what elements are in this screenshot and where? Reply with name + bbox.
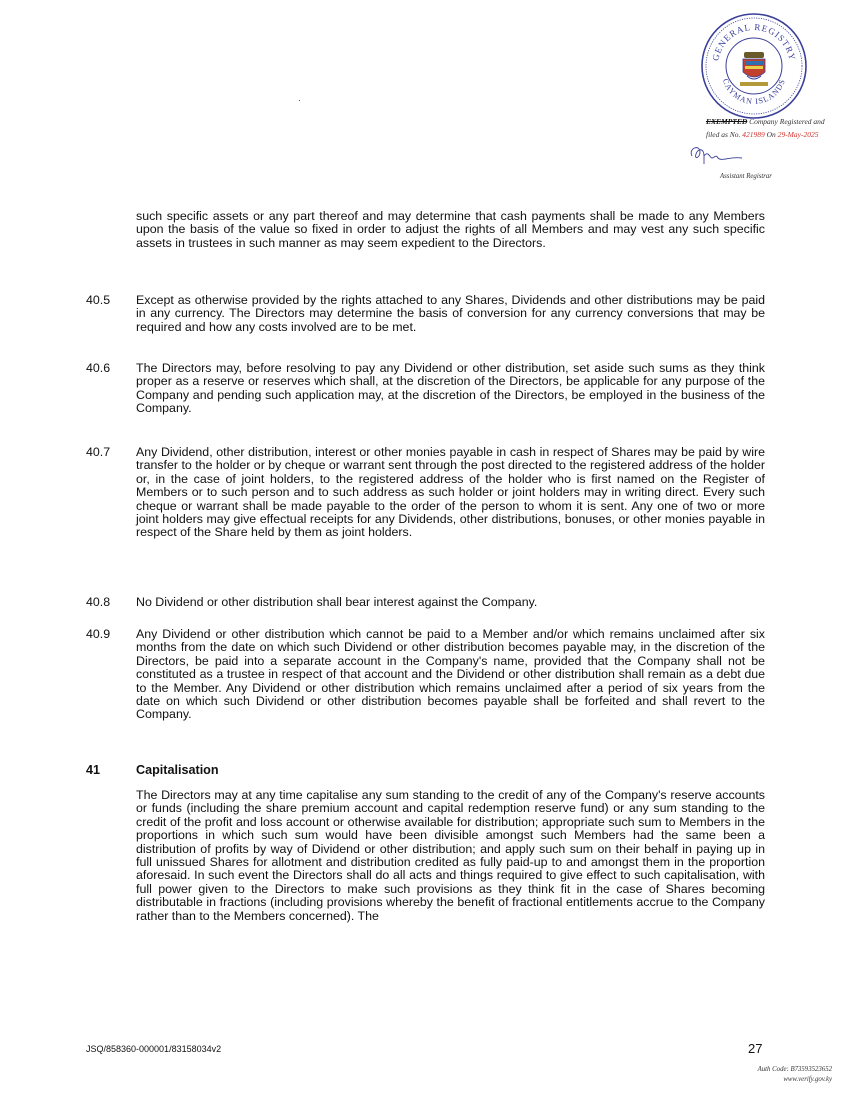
seal-top-text: GENERAL REGISTRY [710,21,798,62]
stray-dot [299,100,300,101]
clause-number: 40.9 [86,627,111,641]
continuation-paragraph: such specific assets or any part thereof and may determine that cash payments shall be made to any Members upon the basis of the value so fixed in order to adjust the rights of all Members and may vest any such specific assets in trustees in such manner as may seem expedient to the Directors. [136,209,765,250]
clause-40-8 [86,596,765,609]
verify-website: www.verify.gov.ky [783,1076,832,1083]
page-number: 27 [748,1041,763,1056]
section-title: Capitalisation [136,763,219,777]
clause-text: No Dividend or other distribution shall bear interest against the Company. [136,595,538,609]
coat-of-arms-icon [740,52,768,86]
clause-40-5 [86,294,765,334]
clause-text: Any Dividend, other distribution, interest or other monies payable in cash in respect of Shares may be paid by wire transfer to the holder or by cheque or warrant sent through the post directed to the registered address of the holder or, in the case of joint holders, to the registered address of the holder who is first named on the Register of Members or to such person and to such address as such holder or joint holders may in writing direct. Every such cheque or warrant shall be made payable to the order of the person to whom it is sent. Any one of two or more joint holders may give effectual receipts for any Dividends, other distributions, bonuses, or other monies payable in respect of the Share held by them as joint holders. [136,445,765,540]
clause-text: Except as otherwise provided by the rights attached to any Shares, Dividends and other distributions may be paid in any currency. The Directors may determine the basis of conversion for any currency conversions that may be required and how any costs involved are to be met. [136,293,765,334]
clause-40-7 [86,446,765,540]
stamp-registered-text: Company Registered and [749,117,825,126]
clause-number: 40.7 [86,445,111,459]
section-number: 41 [86,763,101,777]
assistant-registrar-label: Assistant Registrar [720,173,772,180]
clause-text: Any Dividend or other distribution which cannot be paid to a Member and/or which remains unclaimed after six months from the date on which such Dividend or other distribution becomes payable may, in the discretion of the Directors, be paid into a separate account in the Company's name, provided that the Company shall not be constituted as a trustee in respect of that account and the Dividend or other distribution shall remain as a debt due to the Member. Any Dividend or other distribution which remains unclaimed after a period of six years from the date on which such Dividend or other distribution becomes payable shall be forfeited and shall revert to the Company. [136,627,765,722]
auth-code-block [758,1065,832,1085]
stamp-filed-line [706,130,846,139]
general-registry-seal [700,12,808,120]
stamp-filed-prefix: filed as No. [706,130,741,139]
stamp-exempted: EXEMPTED [706,117,748,126]
stamp-on-label: On [766,130,776,139]
clause-text: The Directors may, before resolving to pay any Dividend or other distribution, set aside such sums as they think proper as a reserve or reserves which shall, at the discretion of the Directors, be applicable for any purpose of the Company and pending such application may, at the discretion of the Directors, be employed in the business of the Company. [136,361,765,416]
clause-number: 40.8 [86,595,111,609]
document-reference: JSQ/858360-000001/83158034v2 [86,1044,222,1054]
stamp-filed-date: 29-May-2025 [777,130,819,139]
clause-40-6 [86,362,765,416]
clause-40-9 [86,628,765,722]
registrar-signature [686,142,744,168]
stamp-exempted-line [706,117,846,126]
clause-number: 40.5 [86,293,111,307]
seal-bottom-text: CAYMAN ISLANDS [720,77,788,107]
section-paragraph: The Directors may at any time capitalise any sum standing to the credit of any of the Company's reserve accounts or funds (including the share premium account and capital redemption reserve fund) or any sum standing to the credit of the profit and loss account or otherwise available for distribution; appropriate such sum to Members in the proportions in which such sum would have been divisible amongst such Members had the same been a distribution of profits by way of Dividend or other distribution; and apply such sum on their behalf in paying up in full unissued Shares for allotment and distribution credited as fully paid-up to and amongst them in the proportion aforesaid. In such event the Directors shall do all acts and things required to give effect to such capitalisation, with full power given to the Directors to make such provisions as they think fit in the case of Shares becoming distributable in fractions (including provisions whereby the benefit of fractional entitlements accrue to the Company rather than to the Members concerned). The [136,788,765,923]
clause-number: 40.6 [86,361,111,375]
stamp-filed-number: 421989 [742,130,765,139]
auth-code: Auth Code: B73593523652 [757,1066,832,1073]
